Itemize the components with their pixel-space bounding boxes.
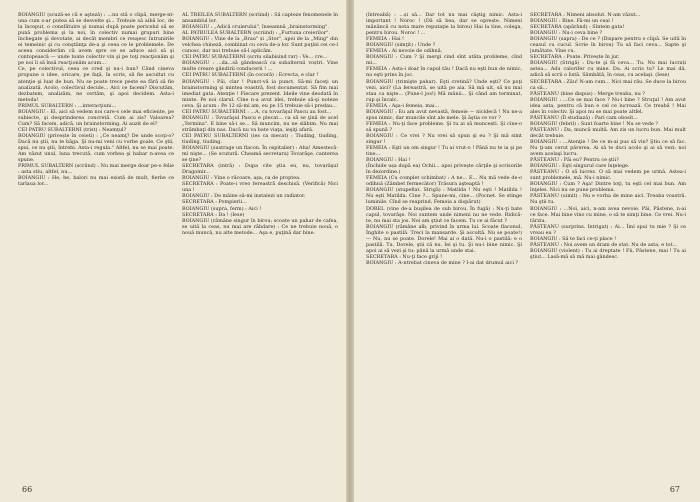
paragraph: PĂSTEANU : Păi eu? Pentru ce ştii? — [530, 157, 619, 164]
paragraph: BOIANGIU : Vine o răcoare, aşa, ca de proptea. — [182, 175, 301, 182]
paragraph: CEI PATRU SUBALTERNI (trist) : Neamţul? — [18, 126, 127, 133]
paragraph: SECRETARA : Nu-ţi face griji ! — [366, 253, 443, 260]
paragraph: FEMEIA : Nu-ţi face probleme. Şi tu ai să muncești. Şi cine-o să spună ? — [366, 120, 522, 133]
paragraph: BOIANGIU (privește în ceieti) : „Ce neamţ? De unde scoţi-o? Dacă nu ştii, nu te băga. Şi nu-mi veni cu vorbe goale. Ce ştii, spui, ce nu ştii, întrebi. Asta-i regula." Altfel, nu se mai poate. Am văzut unul, luna trecută, cum vorbea şi habar n-avea ce spune. — [18, 132, 174, 164]
paragraph: Ce, pe colectivul, ceea ce cred şi nu-i bun? Când cineva propune o idee, oricare, pe faţă, în scris, să fie ascultat cu atenţie şi luat de bun. Nu se poate trece peste ea fără să fie analizată. Acolo, colectivul decide... Aici ce facem? Discutăm, dezbatem, analizăm, ne certăm, şi apoi decidem. Asta-i metoda! — [18, 66, 174, 103]
paragraph: PĂSTEANU (Îl studiază) : Pari cam obosit... — [530, 114, 638, 121]
paragraph: FEMEIA : Aşa-i femeia, mai... — [366, 102, 440, 109]
paragraph: SECRETARA : Poate. Privește în jur. — [530, 54, 620, 61]
paragraph: SECRETARA : Da ! (Iese) — [182, 211, 245, 218]
paragraph: BOIANGIU (febril) : Sunt foarte bine ! Nu se vede ? — [530, 120, 659, 127]
paragraph: CEI PATRU SUBALTERNI : ...A, cu tovarăşul Pascu au fost... — [182, 108, 332, 115]
paragraph: PĂSTEANU (bine dispus) : Merge treaba, nu ? — [530, 90, 645, 97]
paragraph: BOIANGIU : Tovarăşul Pascu e plecat... ca să se ţină de acel „Termina". E bine să-i se... Să muncim, nu ne slăbim. Nu mai strâmbaţi din nas. Dacă nu va bate viaţa, ieşiţi afară. — [182, 114, 338, 133]
left-page — [0, 0, 346, 502]
paragraph: BOIANGIU : ...da...să gândească ca subalternii voștri. Vine multe creare gândirii conducerii ! ... — [182, 60, 338, 73]
paragraph: SECRETARA : Pompierii... — [182, 199, 247, 206]
paragraph: CEI PATRU SUBALTERNI (scriu silabisind rar) : Ve... cre... — [182, 54, 328, 61]
paragraph: SECRETARA (intră) : Dupa cite ştiu eu, nu, tovarăşul Dragomir... — [182, 163, 338, 176]
paragraph: SECRETARA : Nimeni absolut. N-am văzut... — [530, 12, 641, 18]
paragraph: BOIANGIU (simţit) : Unde ? — [366, 42, 436, 49]
paragraph: BOIANGIU (sapra) : De ce ? (Dispare pentru o clipă. Se uită în ceasul cu cucul. Scrie în birou) Tu să faci ceva... Sapte şi jumătate. Vine cu. — [530, 36, 686, 55]
left-page-columns — [18, 12, 338, 474]
paragraph: FEMEIA (Cu complet schimbat) : A ne... E... Nu mă vede de-o odihnă (Zâmbet fermecător) Trăsura aşteaptă ! — [366, 175, 522, 188]
paragraph: BOIANGIU (supra, ferm) : Aici ! — [182, 205, 262, 212]
paragraph: BOIANGIU : Cum ? Şi mergi cind sînt atâta probleme, cînd mi... — [366, 54, 522, 67]
paragraph: FEMEIA : Asta-i doar în capul tău ! Dacă nu eşti bun de nimic, nu eşti prins în joc. — [366, 66, 522, 79]
paragraph: BOIANGIU (rămâne alb, privind în urma lui. Scoate flaconul. Înghite o pastilă. Treci la mansarde. Şi ascultă. Nu se poate!) — Nu, nu se poate. Dorele! Mai ai o dată. Nu-i o pastilă: e o pastilă. Tu, Dorele, ştii că nu. Iei şi tu. Şi nu-i bine nimic. Şi apoi ai să vezi şi tu: până la urmă unde stai. — [366, 223, 522, 254]
paragraph: BOIANGIU : Ce vrei ? Nu vrei să spun şi eu ? Şi mă simt singur ! — [366, 132, 522, 145]
paragraph: BOIANGIU : Eu am avut nevastă, femeie — nicidecă ! Nu ne-a spus nimic, dar muncile sînt ale mele. Şi ăştia ce vor ? — [366, 108, 522, 121]
paragraph: PRIMUL SUBALTERN : ...interacţiuni... — [18, 102, 117, 109]
page-number-left: 66 — [22, 485, 33, 494]
paragraph: FEMEIA : Hai ! — [366, 36, 405, 43]
paragraph: PĂSTEANU : Da, muncă multă. Am zis un lucru bun. Mai mult decât trebuie. — [530, 126, 686, 139]
paragraph: BOIANGIU : „Adică cruierului", înseamnă „brainstorming". — [182, 24, 329, 31]
paragraph: (întreabă) : ...și să... Dar tot nu mai câştig nimic. Asta-i important ! Noroc ! (Dă să bea, dar se oprește. Nimeni mănâncă cu nota mare reputaţie la birou) Hai la tine, colega, pentru birou. Noroc ! ... — [366, 12, 522, 37]
right-page — [354, 0, 700, 502]
paragraph: AL PATRULEA SUBALTERN (scriind) : „Furtuna creierilor". — [182, 30, 330, 37]
paragraph: BOIANGIU : De mâine să-mi instalezi un radiator. — [182, 193, 306, 200]
paragraph: FEMEIA : Ai nevoie de odihnă. — [366, 48, 443, 55]
paragraph: CEI PATRU SUBALTERNI (în cocoră) : Ecrecta, e clar ! — [182, 72, 319, 79]
paragraph: FEMEIA : Eşti un om singur ! Tu ai vrut-o ! Până nu te ia şi pe tine... — [366, 145, 522, 158]
paragraph: BOIANGIU (scuză-se că e aşteză) : ...nu stă o clipă, merge-nt-una cum s-ar putea să se desvelte şi... Trebuie să aibă loc, de la început, o consfătuire şi numai după poate pericelul să se pună problema şi la noi, în colectiv numai grupuri bine închegate şi devotate, ai decât membri ce reuşesc întrunirile ei temeinic şi cu conştiinţa de-a şi ceea ce le problemele. De aceea considerăm că avem spre ce se aduce aici să şi contopească — unde toate colectiv vin şi pe toţi reacţionăm şi pe noi îi să însă reacţionăm acum... — [18, 12, 174, 67]
paragraph: BOIANGIU (rămâne singur în birou; scoate un pahar de cafea, se uită la ceas, nu mai are răbdare) : Ce ne trebuie nouă, o nouă muncă, nu alte metode... Aşa e, puţină dar bine. — [182, 217, 338, 236]
paragraph: SECRETARA : Poate-i vreo fereastră deschisă. (Verifică) Nici una ! — [182, 181, 338, 194]
paragraph: BOIANGIU : Păi, clar ! Punct-vă ia punct. Să-mi faceţi un brainstorming şi mintea voastră, fost documentat. Să fim mai imediat gata. Atenţie ! Fiecare prezent. Ideile vine deodată în minte. Pe noi clarul. Cine n-a avut idei, trebuie să-şi noteze ceva. Şi acum : Pe 12 să-mi am, eu pe 15 trebuie să-i predau... — [182, 78, 338, 109]
paragraph: PĂSTEANU (uimit) : Nu e vorba de mine aici. Treaba voastră. Nu ştii tu. — [530, 193, 686, 206]
paragraph: BOIANGIU : He, he, halori nu mai există de mult, fierbe ce tarlaua lor... — [18, 175, 174, 188]
paragraph: BOIANGIU : ...Atenţie ! De ce m-ai pus să vin? Ştiu ce să fac. Nu ţi-am cerut părerea. Ai să te duci acolo şi ai să vezi: noi avem acelaşi lucru. — [530, 138, 686, 158]
right-column-1 — [366, 12, 522, 474]
paragraph: BOIANGIU : A-ntrebat cineva de mine ? I-ai dat drumul aici ? — [366, 259, 519, 266]
book-gutter — [346, 0, 354, 502]
paragraph: BOIANGIU (trimişte pahar). Eşti cretină? Unde eşti? Ce poţi vezi, aici? (La fereastră, se uită pe aia. Să mă uit, să nu mai stau ca nişte... (Pune-l jos!) Mă mânii... Şi când am terminat, rup şi încalc. — [366, 78, 522, 103]
paragraph: BOIANGIU : Să te faci ce-ţi place ! — [530, 235, 617, 242]
right-page-columns — [366, 12, 686, 474]
paragraph: PĂSTEANU (surprins. Intrigat) : Ai... Îmi spui tu mie ? Şi ce vreau eu ? — [530, 223, 686, 236]
paragraph: (Închide ușa după ea) Ochii... apoi privește cărţile şi scrisorile în dezordine.) — [366, 163, 522, 176]
paragraph: BOIANGIU : Cum ? Aşa! Dintre toţi, tu eşti cel mai bun. Am înţeles. Nici nu se pune problema. — [530, 181, 686, 194]
paragraph: AL TREILEA SUBALTERN (scriind) : Să capteze fenomenele în ansamblul lor. — [182, 12, 338, 25]
paragraph: SECRETARA (apărând) : Sîntem gata! — [530, 24, 625, 31]
paragraph: PĂSTEANU : O să lucrez. O să mai vedem pe urmă. Astea-i sunt problemele, mă. Nu-i nimic. — [530, 169, 686, 182]
paragraph: BOIANGIU : ...Noi, aici, n-am avea nevoie. Păi, Păstene, n-ai ce face. Mai bine vino cu mine, o să te simţi bine. Ce vrei. Nu-i târziu. — [530, 205, 686, 224]
paragraph: BOIANGIU : Bine. Fă-mi un ceai ! — [530, 18, 614, 25]
left-column-2 — [182, 12, 338, 474]
left-column-1 — [18, 12, 174, 474]
paragraph: BOIANGIU : Eşti singurul care înţelege. — [530, 163, 630, 170]
paragraph: BOIANGIU : Vine de la „Brau" și „Stor", apoi de la „Ming" din velchea chineză, combinat cu ceva de-a lor. Sunt puţini cei ce-l cunosc, dar noi trebuie să-l aplicăm. — [182, 36, 338, 55]
paragraph: BOIANGIU (Strigă) : Du-te şi fă ceva... Tu. Nu mai lucrați astea... Adu calorifer cu mine. Da. Ai scris tu? Le mai dă, adică să scrii o listă. Sâmbătă, în ceas, cu acelaşi. (Iese) — [530, 60, 686, 79]
paragraph: BOIANGIU : El, aici să vedem noi care-s cele mai eficiente, pe subiecte, şi desprinderea concretă. Cum ai zis? Valoarea? Cum? Să facem, adică, un brainstorming. Ai auzit de el? — [18, 108, 174, 127]
paragraph: PRIMUL SUBALTERN (scriind) : Nu mai merge doar pe-o felie : asta stiu, altfel, nu... — [18, 163, 174, 176]
page-number-right: 67 — [669, 485, 680, 494]
right-column-2 — [530, 12, 686, 474]
paragraph: BOIANGIU (stupefiat. Strigă) : Matilda ! Nu eşti ! Matilda ! Nu eşti Matilda. Cine ?... Spune-mi, cine... (Pocnet. Se stinge luminile. Cînd se reaprind, Femeia a dispărut) — [366, 187, 522, 206]
paragraph: DOREL (vine de-a buşilea de sub birou. În fugă) : Nu-ţi bate capul, tovarăşe. Noi suntem unde nimeni nu ne vede. Ridică-te, nu mai sta jos. Noi am ştiut ce facem. Tu ce ai făcut ? — [366, 205, 522, 224]
paragraph: BOIANGIU : ...Ce se mai face ? Nu-i bine ? Struţul ! Am avut idea asta, pentru că bun e cel ce lucrează. Ce treabă ! Mai ales în colectiv. Şi apoi nu se mai poate altfel. — [530, 96, 686, 115]
paragraph: PĂSTEANU : Noi avem un dram de stat. Nu de asta, e tot... — [530, 241, 678, 248]
paragraph: BOIANGIU : Nu-i ceva bine ? — [530, 30, 603, 37]
paragraph: BOIANGIU : Hai ! — [366, 157, 411, 164]
paragraph: BOIANGIU (sustrage un flacon. În ospitalier) : Aha! Amestecă-mi nişte... (Se scutură. Cheamă secretara) Tovarăşe, canterea se ţine? — [182, 145, 338, 164]
paragraph: SECRETARA : Zău! N-am cum... Nici mai rău. Se duce la birou ca să... — [530, 78, 686, 91]
paragraph: CEI PATRU SUBALTERNI (ies ca mecat) : Tiuding, tiuding, tiuding, tiuding. — [182, 132, 338, 145]
paragraph: BOIANGIU (violent) : Tu ai dreptate ! Fii, Păstene, mai ! Tu ai ştiut... Lasă-mă să mă mai gândesc. — [530, 247, 686, 260]
